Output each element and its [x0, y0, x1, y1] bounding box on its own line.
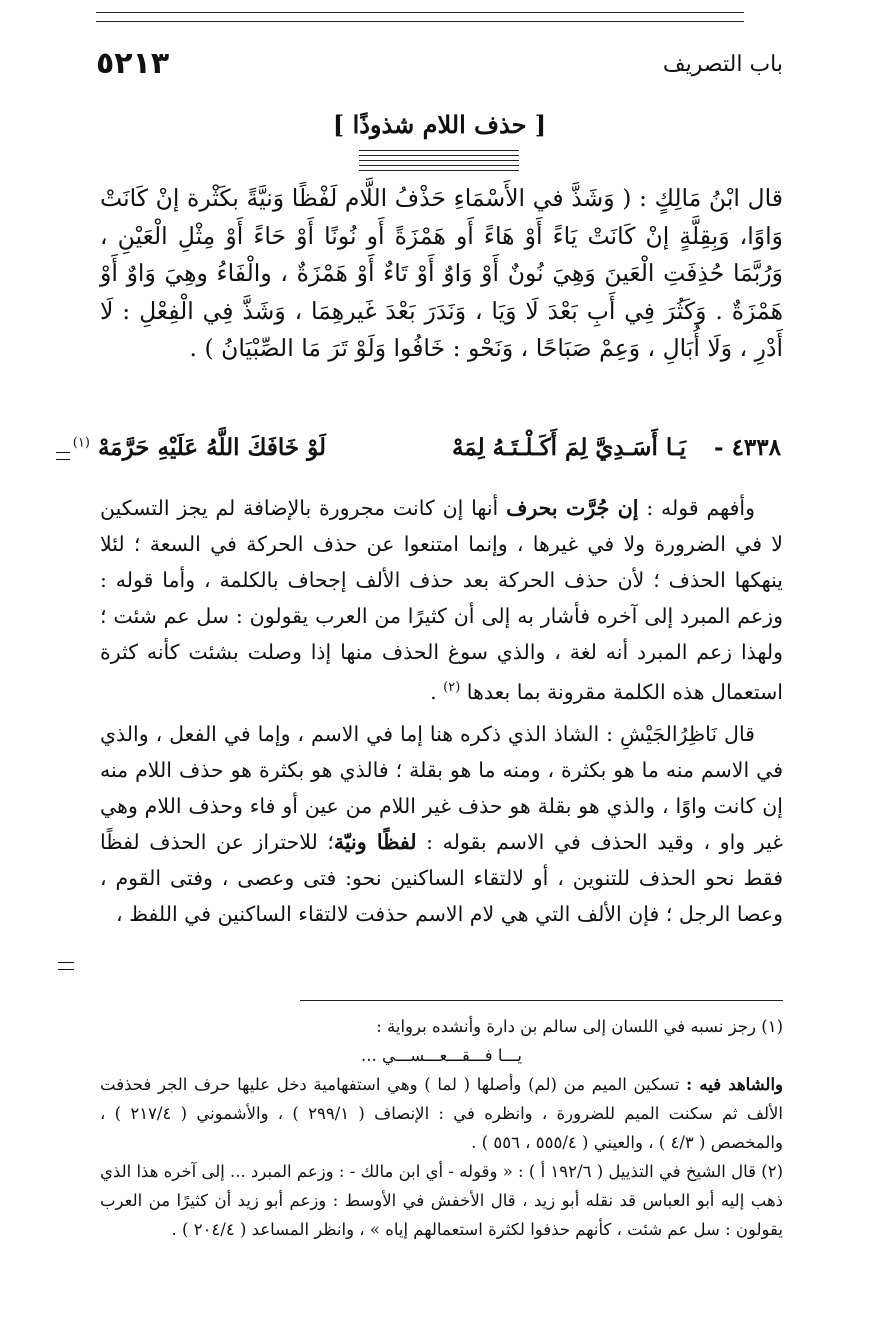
hemistich-second: لَوْ خَافَكَ اللَّهُ عَلَيْهِ حَرَّمَهْ — [97, 434, 326, 461]
header-double-rule — [96, 12, 744, 22]
p2-body-b: ؛ للاحتراز عن الحذف لفظًا فقط نحو الحذف للتنوين ، أو لالتقاء الساكنين نحو: فتى وعصى ، وفتى القوم ، وعصا الرجل ؛ فإن الألف التي هي لام الاسم حذفت لالتقاء الساكنين في اللفظ ، — [100, 829, 783, 926]
p1-keyword: إن جُرَّت بحرف — [506, 496, 639, 520]
commentary-paragraph-2 — [100, 716, 783, 932]
continuation-mark-bottom — [58, 962, 74, 970]
footnote-1-body: تسكين الميم من (لم) وأصلها ( لما ) وهي استفهامية دخل عليها حرف الجر فحذفت الألف ثم سكنت الميم للضرورة ، وانظره في : الإنصاف ( ٢٩٩/١ ) ، والأشموني ( ٢١٧/٤ ) ، والمخصص ( ٤/٣ ) ، والعيني ( ٥٥٥/٤ ، ٥٥٦ ) . — [100, 1075, 783, 1152]
example-number: ٤٣٣٨ - — [714, 434, 781, 461]
p1-end: . — [430, 679, 437, 704]
hemistich-second-wrapper — [73, 434, 326, 461]
footnote-2: (٢) قال الشيخ في التذييل ( ١٩٢/٦ أ ) : « وقوله - أي ابن مالك - : وزعم المبرد ... إلى آخره هذا الذي ذهب إليه أبو العباس قد نقله أبو زيد ، قال الأخفش في الأوسط : وزعم أبو زيد أن كثيرًا من العرب يقولون : سل عم شئت ، كأنهم حذفوا لكثرة استعمالهم إياه » ، وانظر المساعد ( ٢٠٤/٤ ) . — [100, 1162, 783, 1239]
footnotes — [100, 1012, 783, 1244]
hemistich-first: يَـا أَسَـدِيَّ لِمَ أَكَـلْـتَـهُ لِمَهْ — [451, 434, 686, 461]
p2-body-a: الشاذ الذي ذكره هنا إما في الاسم ، وإما في الفعل ، والذي في الاسم منه ما هو بكثرة ، ومنه ما هو بقلة ؛ فالذي هو بكثرة هو حذف اللام منه إن كانت واوًا ، والذي هو بقلة هو حذف غير اللام من عين أو فاء وحذف اللام وهي غير واو ، وقيد الحذف في الاسم بقوله : — [100, 721, 783, 854]
page-number: ٥٢١٣ — [96, 46, 170, 81]
running-header — [96, 46, 783, 86]
footnote-separator — [300, 1000, 783, 1001]
title-ornament-rule — [359, 150, 519, 172]
footnote-1-variant: يـــا فـــقـــعـــســـي ... — [360, 1046, 523, 1065]
section-title: [ حذف اللام شذوذًا ] — [332, 110, 547, 139]
footnote-1-body-wrapper — [100, 1070, 783, 1157]
footnote-1-line-1: (١) رجز نسبه في اللسان إلى سالم بن دارة وأنشده برواية : — [376, 1017, 783, 1036]
footnote-ref-2: (٢) — [443, 680, 461, 695]
alfiya-verse-text: قال ابْنُ مَالِكٍ : ( وَشَذَّ في الأَسْمَاءِ حَذْفُ اللَّام لَفْظًا وَنيَّةً بكَثْرة إنْ كَانَتْ وَاوًا، وَبِقِلَّةٍ إنْ كَانَتْ يَاءً أَوْ هَاءً أَو هَمْزَةً أَو نُونًا أَوْ حَاءً أَوْ مِثْلِ الْعَيْنِ ، وَرُبَّمَا حُذِفَتِ الْعَينَ وَهِيَ نُونٌ أَوْ وَاوٌ أَوْ تَاءٌ أَوْ هَمْزَةٌ ، والْفَاءُ وهِيَ وَاوٌ أَوْ هَمْزَةٌ . وَكَثُرَ فِي أَبِ بَعْدَ لَا وَيَا ، وَنَدَرَ بَعْدَ غَيرهِمَا ، وَشَذَّ فِي الْفِعْلِ : لَا أَدْرِ ، وَلَا أُبَالِ ، وَعِمْ صَبَاحًا ، وَنَحْو : خَافُوا وَلَوْ تَرَ مَا الصِّبْيَانُ ) . — [100, 184, 783, 362]
p2-keyword: لفظًا ونيّة — [333, 829, 417, 854]
p1-intro: وأفهم قوله : — [646, 496, 755, 520]
chapter-title: باب التصريف — [662, 52, 783, 77]
poetry-example — [72, 434, 781, 474]
commentary — [100, 490, 783, 932]
footnote-ref-1: (١) — [72, 435, 90, 451]
p1-body: أنها إن كانت مجرورة بالإضافة لم يجز التسكين لا في الضرورة ولا في غيرها ، وإنما امتنعوا عن حذف الحركة في السعة ؛ لئلا ينهكها الحذف ؛ لأن حذف الحركة بعد حذف الألف إجحاف بالكلمة ، وأما قوله : وزعم المبرد إلى آخره فأشار به إلى أن كثيرًا من العرب يقولون : سل عم شئت ؛ ولهذا زعم المبرد أنه لغة ، والذي سوغ الحذف منها إذا وصلت بشئت كأنه كثرة استعمال هذه الكلمة مقرونة بما بعدها — [100, 496, 783, 704]
p2-intro: قال نَاظِرُالجَيْشِ : — [606, 721, 755, 746]
commentary-paragraph-1 — [100, 490, 783, 710]
continuation-mark — [56, 452, 70, 460]
footnote-1-label: والشاهد فيه : — [686, 1075, 784, 1094]
